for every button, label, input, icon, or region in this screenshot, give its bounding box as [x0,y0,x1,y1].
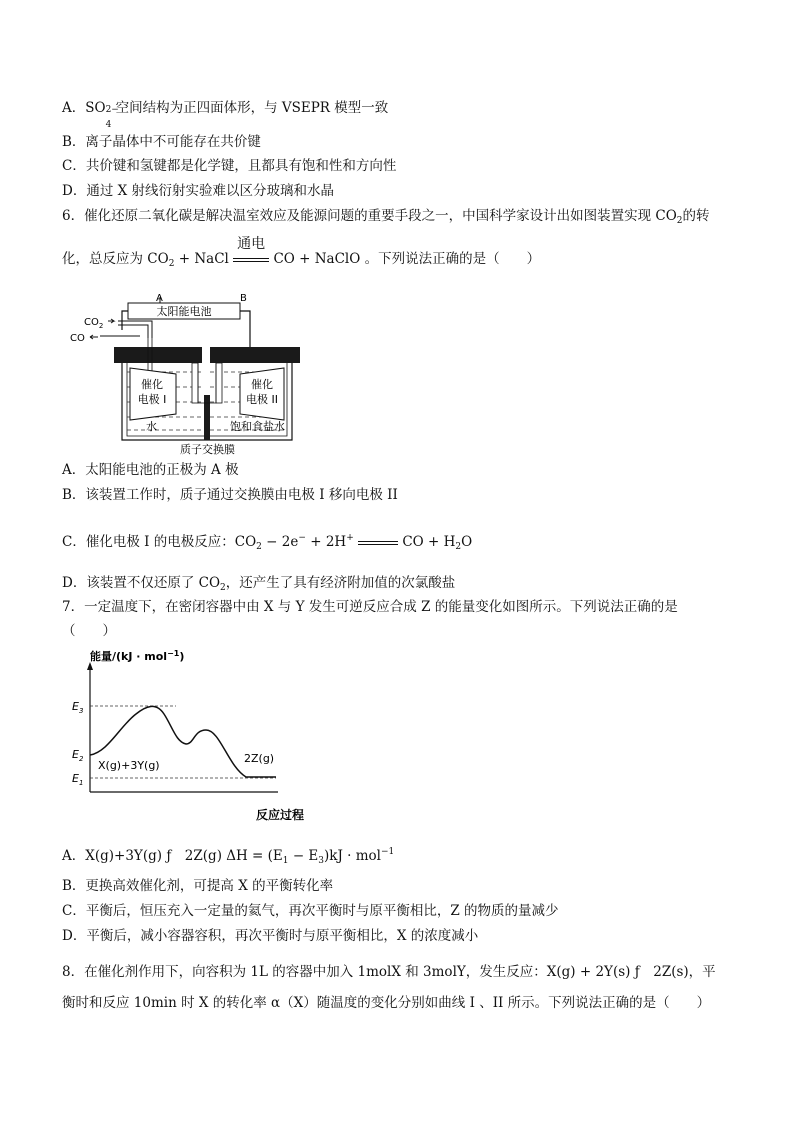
q7-option-c: C．平衡后，恒压充入一定量的氦气，再次平衡时与原平衡相比，Z 的物质的量减少 [62,903,559,919]
y-axis-label: 能量/(kJ · mol$^{-1}$) [90,649,185,663]
co2-label: $CO_2$ [84,317,104,330]
outlet-arrow-icon [90,335,98,339]
q5-option-a: A．SO 2− 4 空间结构为正四面体形，与 VSEPR 模型一致 [62,100,389,130]
electrolysis-cell-diagram [70,290,310,458]
svg-text:催化: 催化 [251,378,273,391]
reactants-label: X(g)+3Y(g) [98,759,160,772]
co-label: CO [70,333,85,344]
membrane-label: 质子交换膜 [180,443,235,456]
q7-option-b: B．更换高效催化剂，可提高 X 的平衡转化率 [62,878,334,894]
equals-arrow [358,534,398,548]
proton-exchange-membrane [204,395,210,440]
q8-stem-line1: 8．在催化剂作用下，向容积为 1L 的容器中加入 1molX 和 3molY，发生反应：X(g) + 2Y(s) ƒ 2Z(s)，平 [62,964,716,980]
q7-option-d: D．平衡后，减小容器容积，再次平衡时与原平衡相比，X 的浓度减小 [62,928,479,944]
q7-stem-line2: （ ） [62,623,116,639]
q7-option-a: A．X(g)+3Y(g) ƒ 2Z(g) $\Delta H = (E_1 - E_3)kJ \cdot mol^{-1}$ [62,847,395,866]
q5-option-c: C．共价键和氢键都是化学键，且都具有饱和性和方向性 [62,158,397,174]
e1-label: $E_1$ [72,772,84,787]
e2-label: $E_2$ [72,748,84,763]
q6-option-c: C．催化电极 I 的电极反应：$CO_2 - 2e^- + 2H^+$ CO + $H_2O$ [62,533,473,552]
q6-option-b: B．该装置工作时，质子通过交换膜由电极 I 移向电极 II [62,487,398,503]
y-axis-arrow-icon [87,662,93,670]
svg-text:催化: 催化 [141,378,163,391]
q6-stem-line1: 6．催化还原二氧化碳是解决温室效应及能源问题的重要手段之一，中国科学家设计出如图装置实现 $CO_2$的转 [62,208,710,226]
product-label: 2Z(g) [244,752,275,765]
terminal-b-label: B [240,293,247,304]
q7-stem-line1: 7．一定温度下，在密闭容器中由 X 与 Y 发生可逆反应合成 Z 的能量变化如图所示。下列说法正确的是 [62,599,678,615]
x-axis-label: 反应过程 [256,808,305,822]
water-label: 水 [146,420,157,433]
q6-option-d: D．该装置不仅还原了 $CO_2$，还产生了具有经济附加值的次氯酸盐 [62,575,456,593]
svg-text:电极 I: 电极 I [137,393,167,406]
q6-option-a: A．太阳能电池的正极为 A 极 [62,462,239,478]
inlet-arrow-icon [108,319,114,323]
terminal-a-label: A [156,293,163,304]
e3-label: $E_3$ [72,700,84,715]
q6-stem-line2: 化，总反应为 $CO_2$ + NaCl 通电 CO + NaClO 。下列说法正确的是（ ） [62,236,541,269]
q5-option-b: B．离子晶体中不可能存在共价键 [62,134,261,150]
electrolysis-arrow: 通电 [233,251,269,265]
energy-profile-diagram [68,644,328,828]
q8-stem-line2: 衡时和反应 10min 时 X 的转化率 α（X）随温度的变化分别如曲线 I 、II 所示。下列说法正确的是（ ） [62,995,711,1011]
brine-label: 饱和食盐水 [230,420,285,433]
solar-cell-label: 太阳能电池 [156,305,212,318]
q5-option-d: D．通过 X 射线衍射实验难以区分玻璃和水晶 [62,183,335,199]
svg-text:电极 II: 电极 II [246,393,278,406]
